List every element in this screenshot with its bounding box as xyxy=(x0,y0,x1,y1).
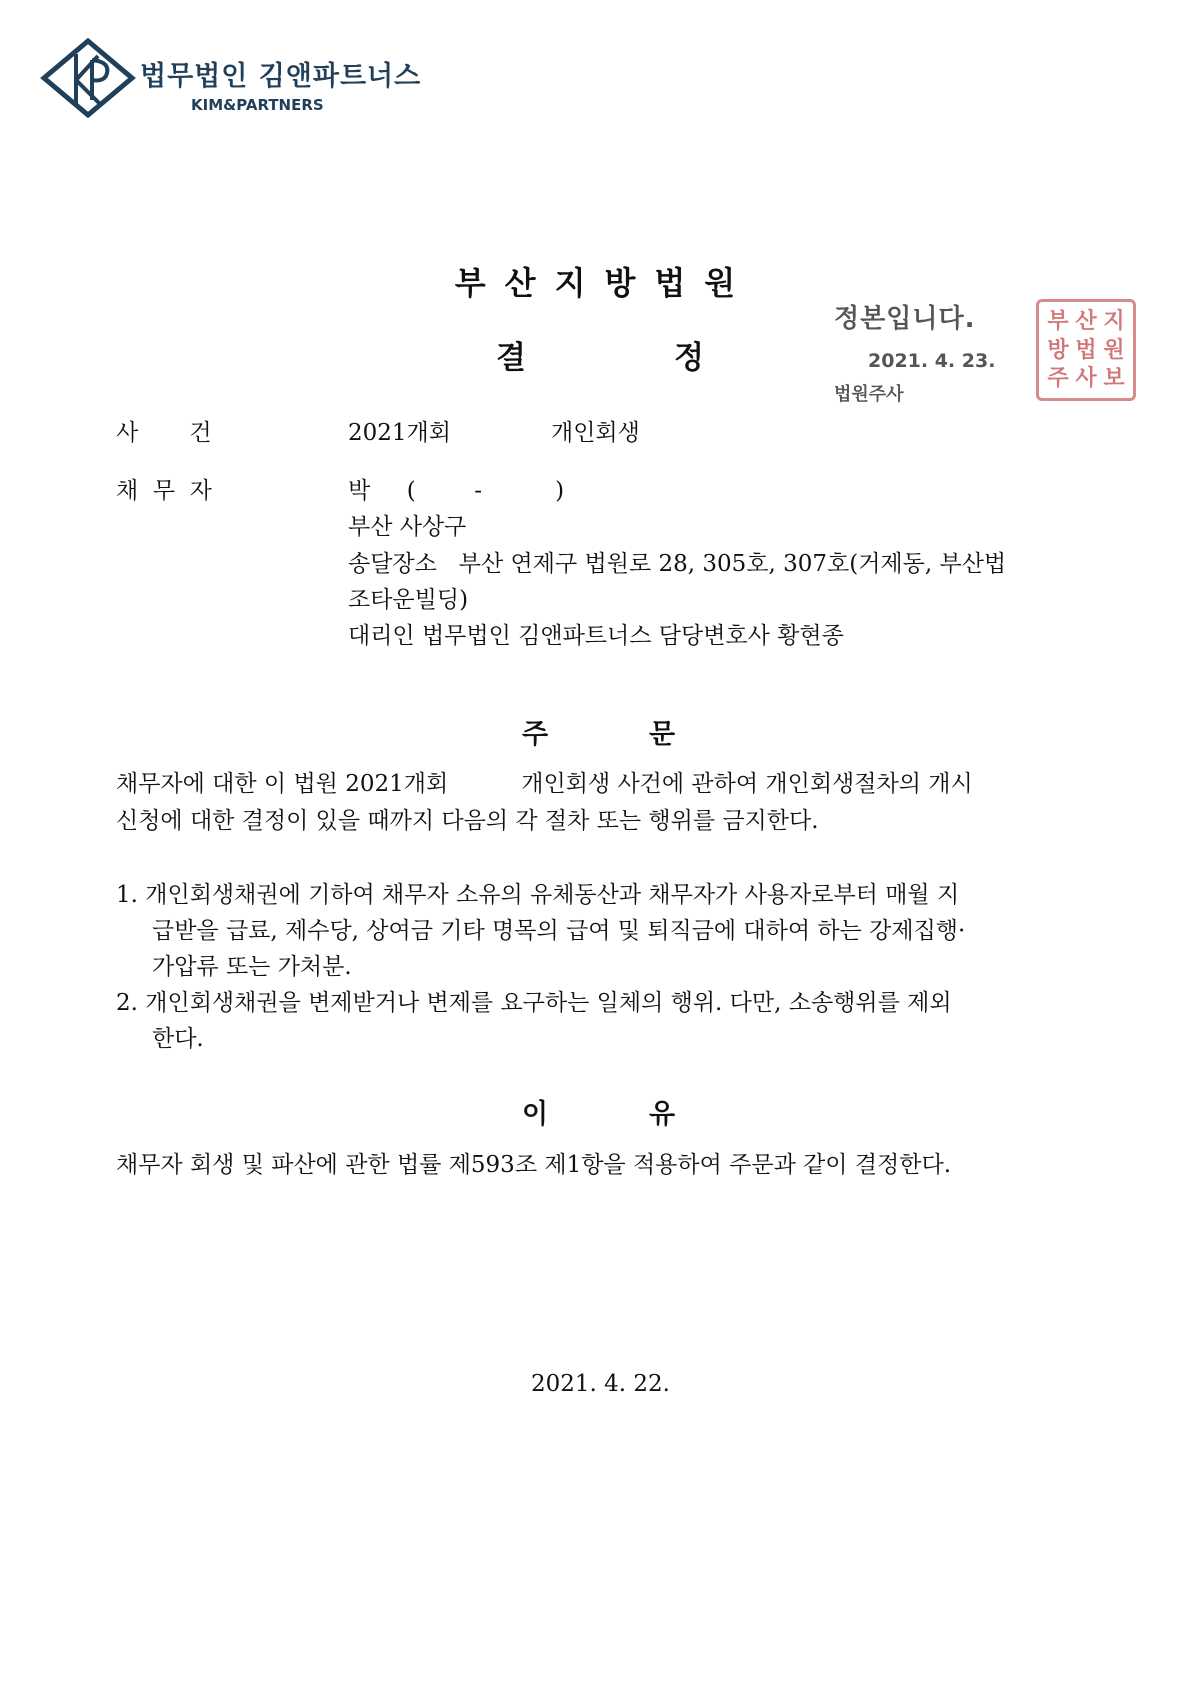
order-heading-char-2: 문 xyxy=(649,719,676,750)
certified-copy-date: 2021. 4. 23. xyxy=(868,350,996,372)
order-heading-char-1: 주 xyxy=(522,719,549,750)
seal-char: 주 xyxy=(1047,365,1069,392)
seal-char: 지 xyxy=(1103,308,1125,334)
seal-char: 보 xyxy=(1103,365,1125,392)
debtor-agent: 대리인 법무법인 김앤파트너스 담당변호사 황현종 xyxy=(348,623,844,649)
decision-date: 2021. 4. 22. xyxy=(531,1371,670,1397)
case-type: 개인회생 xyxy=(551,420,640,446)
case-label: 사 건 xyxy=(116,420,212,446)
doc-type-char-1: 결 xyxy=(496,340,526,376)
debtor-delivery-address-cont: 조타운빌딩) xyxy=(348,587,469,613)
order-item-2-line-1: 2. 개인회생채권을 변제받거나 변제를 요구하는 일체의 행위. 다만, 소송행위를 제외 xyxy=(116,990,952,1016)
reason-text: 채무자 회생 및 파산에 관한 법률 제593조 제1항을 적용하여 주문과 같이 결정한다. xyxy=(116,1152,952,1178)
order-item-1-line-2: 급받을 급료, 제수당, 상여금 기타 명목의 급여 및 퇴직금에 대하여 하는 강제집행· xyxy=(152,918,966,944)
order-item-1-line-3: 가압류 또는 가처분. xyxy=(152,954,352,980)
certified-copy-title: 정본입니다. xyxy=(834,304,976,334)
order-paragraph-line-1: 채무자에 대한 이 법원 2021개회 개인회생 사건에 관하여 개인회생절차의 개시 xyxy=(116,771,973,797)
order-item-1-line-1: 1. 개인회생채권에 기하여 채무자 소유의 유체동산과 채무자가 사용자로부터 매월 지 xyxy=(116,882,960,908)
reason-heading-char-2: 유 xyxy=(649,1099,676,1130)
order-item-2-line-2: 한다. xyxy=(152,1026,204,1052)
court-official-title: 법원주사 xyxy=(834,384,904,405)
debtor-label: 채 무 자 xyxy=(116,478,212,504)
court-name: 부산지방법원 xyxy=(454,264,755,302)
debtor-name: 박 ( - ) xyxy=(348,478,565,504)
seal-char: 원 xyxy=(1103,336,1125,363)
seal-char: 산 xyxy=(1075,308,1097,334)
seal-char: 법 xyxy=(1075,336,1097,363)
seal-char: 부 xyxy=(1047,308,1069,334)
law-firm-name-english: KIM&PARTNERS xyxy=(191,96,324,114)
reason-heading-char-1: 이 xyxy=(522,1099,549,1130)
case-number: 2021개회 xyxy=(348,420,451,446)
law-firm-logo xyxy=(40,38,136,118)
law-firm-name-korean: 법무법인 김앤파트너스 xyxy=(140,61,422,92)
order-paragraph-line-2: 신청에 대한 결정이 있을 때까지 다음의 각 절차 또는 행위를 금지한다. xyxy=(116,808,819,834)
court-seal xyxy=(1036,299,1136,401)
seal-char: 사 xyxy=(1075,365,1097,392)
debtor-address: 부산 사상구 xyxy=(348,514,467,540)
debtor-delivery-address: 송달장소 부산 연제구 법원로 28, 305호, 307호(거제동, 부산법 xyxy=(348,551,1007,577)
seal-char: 방 xyxy=(1047,336,1069,363)
diamond-kp-logo-icon xyxy=(40,38,136,118)
doc-type-char-2: 정 xyxy=(674,340,704,376)
